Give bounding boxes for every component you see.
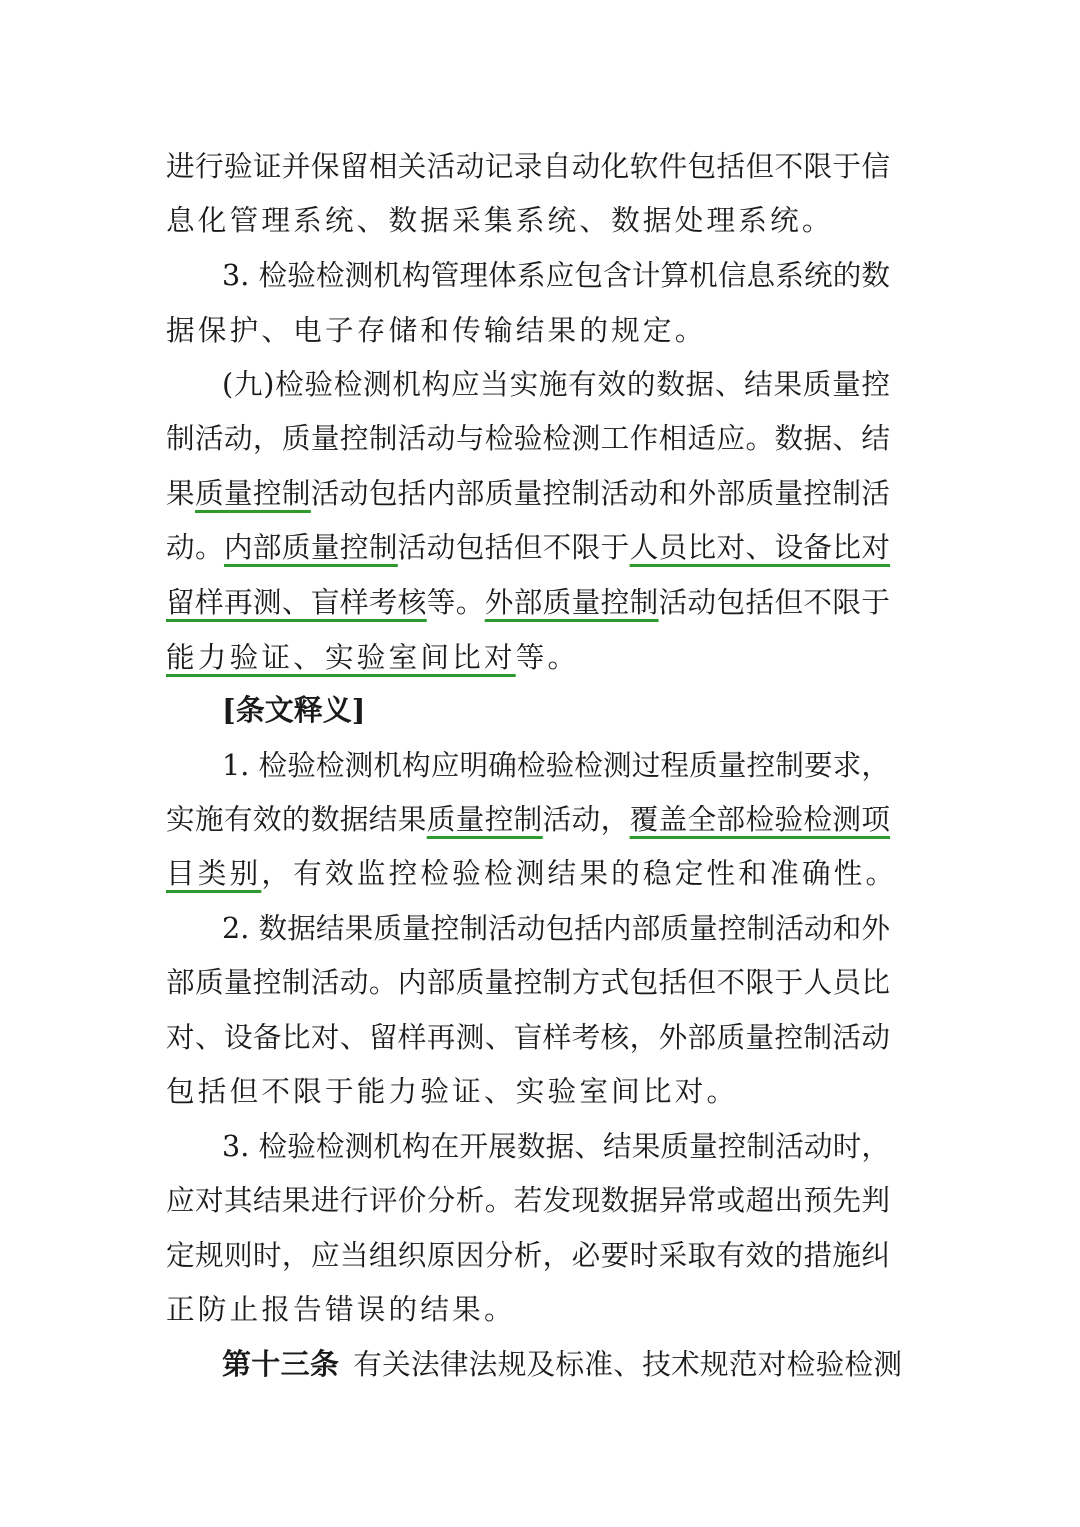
text-run: 等。: [515, 640, 580, 674]
paragraph-line: 制活动，质量控制活动与检验检测工作相适应。数据、结: [166, 421, 890, 455]
paragraph-line: 正防止报告错误的结果。: [166, 1292, 516, 1326]
paragraph-line: [166, 527, 890, 567]
paragraph-line: 息化管理系统、数据采集系统、数据处理系统。: [166, 203, 834, 237]
text-run: 等。: [426, 585, 485, 619]
text-run: 动。: [166, 530, 224, 564]
paragraph-line: 包括但不限于能力验证、实验室间比对。: [166, 1074, 739, 1108]
paragraph-line: 应对其结果进行评价分析。若发现数据异常或超出预先判: [166, 1183, 890, 1217]
highlighted-phrase: 内部质量控制: [223, 530, 398, 564]
text-run: ，有效监控检验检测结果的稳定性和准确性。: [261, 856, 898, 890]
article-number: 第十三条: [222, 1347, 340, 1381]
paragraph-line: [166, 637, 890, 677]
paragraph-line: 进行验证并保留相关活动记录自动化软件包括但不限于信: [166, 149, 890, 183]
paragraph-line: 2. 数据结果质量控制活动包括内部质量控制活动和外: [222, 911, 890, 945]
highlighted-phrase: 质量控制: [426, 802, 543, 836]
article-text: 有关法律法规及标准、技术规范对检验检测: [353, 1347, 902, 1381]
text-run: 活动包括但不限于: [397, 530, 630, 564]
paragraph-line: 3. 检验检测机构管理体系应包含计算机信息系统的数: [222, 258, 890, 292]
highlighted-phrase: 质量控制: [194, 476, 311, 510]
paragraph-line: 定规则时，应当组织原因分析，必要时采取有效的措施纠: [166, 1238, 890, 1272]
paragraph-line: 部质量控制活动。内部质量控制方式包括但不限于人员比: [166, 965, 890, 999]
article-line: [222, 1344, 902, 1384]
highlighted-phrase: 目类别: [166, 856, 262, 890]
paragraph-line: [166, 582, 890, 622]
highlighted-phrase: 外部质量控制: [484, 585, 659, 619]
highlighted-phrase: 留样再测、盲样考核: [166, 585, 427, 619]
text-run: 实施有效的数据结果: [166, 802, 427, 836]
paragraph-line: [166, 473, 890, 513]
paragraph-line: 1. 检验检测机构应明确检验检测过程质量控制要求，: [222, 748, 890, 782]
paragraph-line: 据保护、电子存储和传输结果的规定。: [166, 313, 707, 347]
text-run: 果: [166, 476, 195, 510]
paragraph-line: 对、设备比对、留样再测、盲样考核，外部质量控制活动: [166, 1020, 890, 1054]
paragraph-line: [166, 853, 898, 893]
text-run: 活动包括内部质量控制活动和外部质量控制活: [310, 476, 890, 510]
text-run: 活动包括但不限于: [658, 585, 890, 619]
section-heading: [条文释义]: [222, 693, 366, 727]
paragraph-line: 3. 检验检测机构在开展数据、结果质量控制活动时，: [222, 1129, 890, 1163]
highlighted-phrase: 能力验证、实验室间比对: [166, 640, 516, 674]
highlighted-phrase: 覆盖全部检验检测项: [629, 802, 890, 836]
text-run: 活动，: [542, 802, 630, 836]
paragraph-line: [166, 799, 890, 839]
highlighted-phrase: 人员比对、设备比对: [629, 530, 890, 564]
paragraph-line: (九)检验检测机构应当实施有效的数据、结果质量控: [222, 367, 890, 401]
